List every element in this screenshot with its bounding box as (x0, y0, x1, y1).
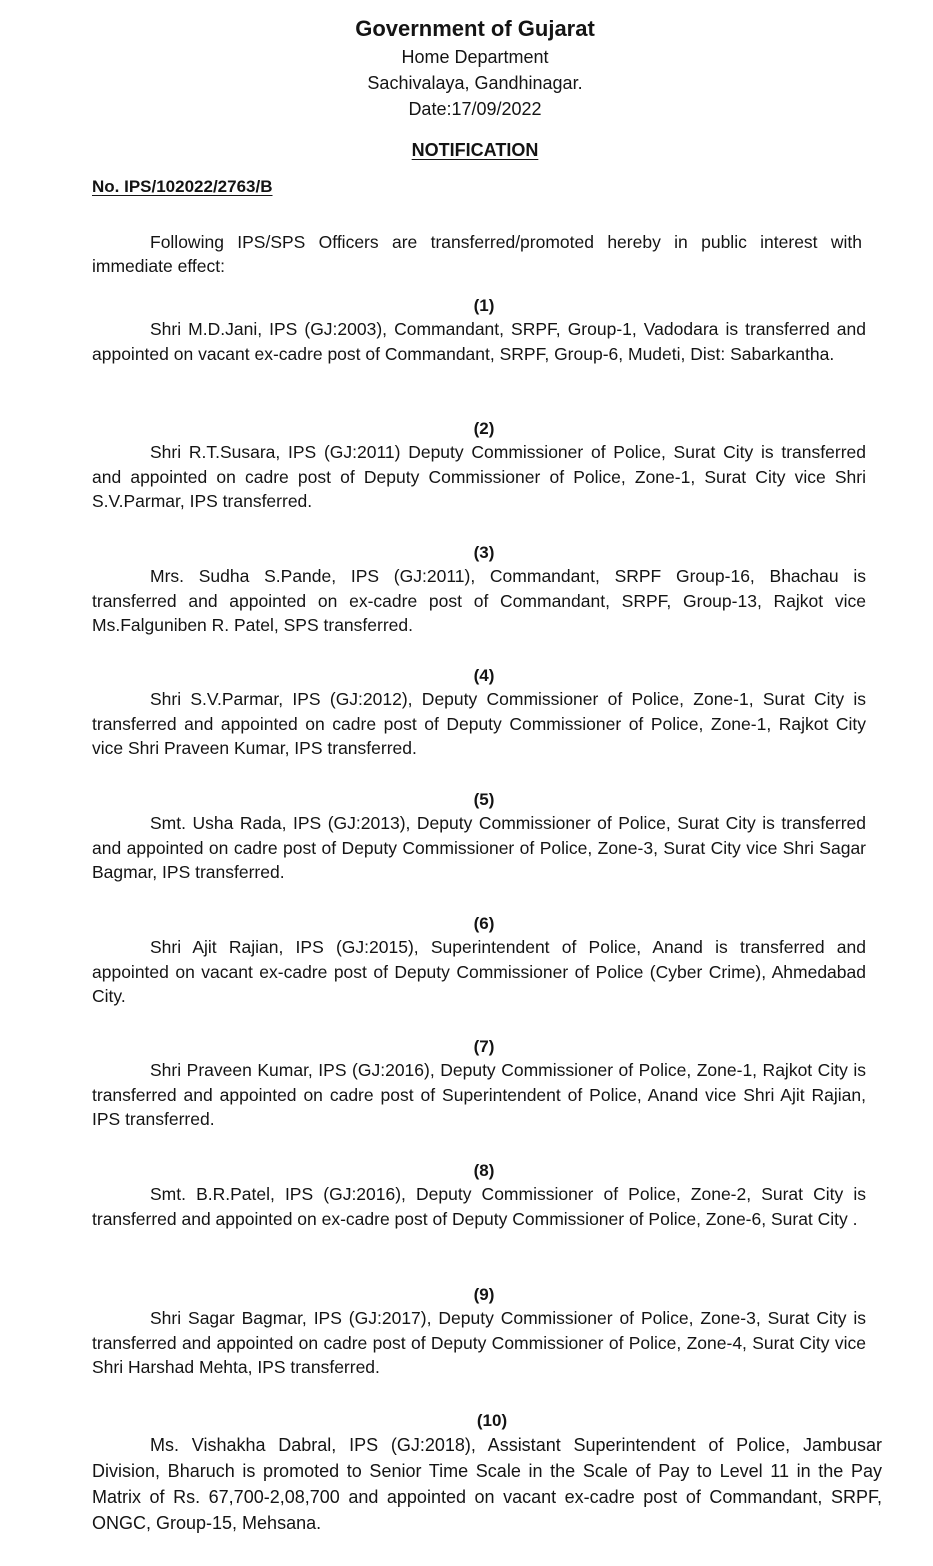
transfer-item-10 (92, 1410, 882, 1536)
intro-paragraph: Following IPS/SPS Officers are transferred/promoted hereby in public interest with immediate effect: (92, 232, 862, 276)
item-text: Smt. B.R.Patel, IPS (GJ:2016), Deputy Commissioner of Police, Zone-2, Surat City is transferred and appointed on ex-cadre post of Deputy Commissioner of Police, Zone-6, Surat City . (92, 1184, 866, 1229)
transfer-item-8 (92, 1160, 866, 1231)
item-number: (5) (473, 790, 495, 809)
item-text: Shri Ajit Rajian, IPS (GJ:2015), Superintendent of Police, Anand is transferred and appointed on vacant ex-cadre post of Deputy Commissioner of Police (Cyber Crime), Ahmedabad City. (92, 937, 866, 1006)
item-number: (9) (473, 1285, 495, 1304)
item-number: (6) (473, 914, 495, 933)
reference-number: No. IPS/102022/2763/B (92, 177, 273, 196)
item-text: Shri Praveen Kumar, IPS (GJ:2016), Deputy Commissioner of Police, Zone-1, Rajkot City is transferred and appointed on cadre post of Superintendent of Police, Anand vice Shri Ajit Rajian, IPS transferred. (92, 1060, 866, 1129)
item-text: Shri M.D.Jani, IPS (GJ:2003), Commandant, SRPF, Group-1, Vadodara is transferred and appointed on vacant ex-cadre post of Commandant, SRPF, Group-6, Mudeti, Dist: Sabarkantha. (92, 319, 866, 364)
item-number: (3) (473, 543, 495, 562)
transfer-item-4 (92, 665, 866, 761)
item-text: Ms. Vishakha Dabral, IPS (GJ:2018), Assistant Superintendent of Police, Jambusar Division, Bharuch is promoted to Senior Time Scale in the Scale of Pay to Level 11 in the Pay Matrix of Rs. 67,700-2,08,700 and appointed on vacant ex-cadre post of Commandant, SRPF, ONGC, Group-15, Mehsana. (92, 1435, 882, 1533)
notification-date: Date:17/09/2022 (408, 99, 542, 119)
notification-title: NOTIFICATION (411, 140, 539, 160)
transfer-item-2 (92, 418, 866, 514)
item-number: (10) (476, 1411, 508, 1430)
transfer-item-3 (92, 542, 866, 638)
item-number: (7) (473, 1037, 495, 1056)
item-number: (1) (473, 296, 495, 315)
transfer-item-7 (92, 1036, 866, 1132)
government-title: Government of Gujarat (355, 16, 595, 41)
item-text: Shri Sagar Bagmar, IPS (GJ:2017), Deputy Commissioner of Police, Zone-3, Surat City is transferred and appointed on cadre post of Deputy Commissioner of Police, Zone-4, Surat City vice Shri Harshad Mehta, IPS transferred. (92, 1308, 866, 1377)
transfer-item-1 (92, 295, 866, 366)
transfer-item-9 (92, 1284, 866, 1380)
department-name: Home Department (401, 47, 549, 67)
item-number: (4) (473, 666, 495, 685)
item-text: Mrs. Sudha S.Pande, IPS (GJ:2011), Commandant, SRPF Group-16, Bhachau is transferred and appointed on ex-cadre post of Commandant, SRPF, Group-13, Rajkot vice Ms.Falguniben R. Patel, SPS transferred. (92, 566, 866, 635)
item-number: (8) (473, 1161, 495, 1180)
item-text: Shri R.T.Susara, IPS (GJ:2011) Deputy Commissioner of Police, Surat City is transferred and appointed on cadre post of Deputy Commissioner of Police, Zone-1, Surat City vice Shri S.V.Parmar, IPS transferred. (92, 442, 866, 511)
item-text: Smt. Usha Rada, IPS (GJ:2013), Deputy Commissioner of Police, Surat City is transferred and appointed on cadre post of Deputy Commissioner of Police, Zone-3, Surat City vice Shri Sagar Bagmar, IPS transferred. (92, 813, 866, 882)
office-location: Sachivalaya, Gandhinagar. (367, 73, 583, 93)
item-text: Shri S.V.Parmar, IPS (GJ:2012), Deputy Commissioner of Police, Zone-1, Surat City is transferred and appointed on cadre post of Deputy Commissioner of Police, Zone-1, Rajkot City vice Shri Praveen Kumar, IPS transferred. (92, 689, 866, 758)
item-number: (2) (473, 419, 495, 438)
transfer-item-6 (92, 913, 866, 1009)
document-header (0, 14, 933, 122)
transfer-item-5 (92, 789, 866, 885)
